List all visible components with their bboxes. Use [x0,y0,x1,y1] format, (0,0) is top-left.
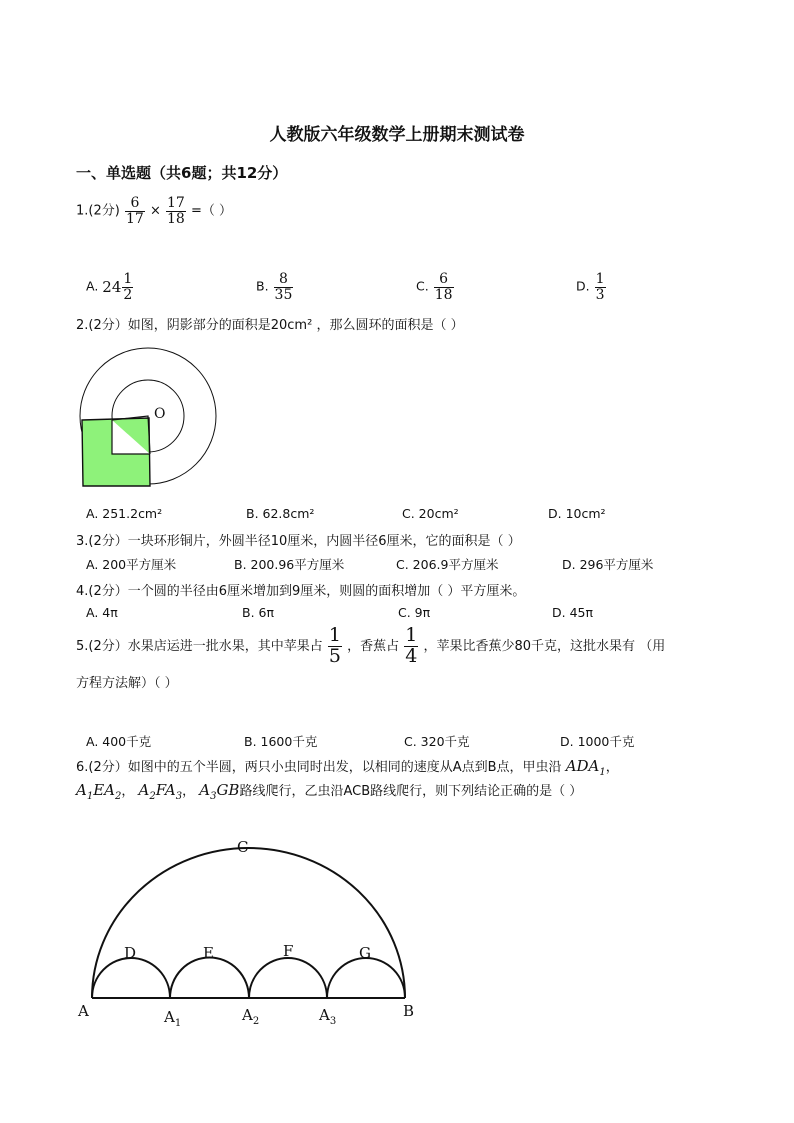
label-c: C [237,838,249,856]
option-fraction: $\frac{6}{18}$ [434,271,453,303]
q2-option-c[interactable]: C. 20cm² [402,506,459,521]
small-semicircle-d [92,958,170,998]
q4-option-b[interactable]: B. 6π [242,605,275,620]
label-a1: $A_1$ [164,1008,182,1029]
question-4: 4.(2分）一个圆的半径由6厘米增加到9厘米，则圆的面积增加（ ）平方厘米。 [76,584,526,599]
label-g: G [359,944,371,962]
question-2: 2.(2分）如图，阴影部分的面积是20cm² ，那么圆环的面积是（ ） [76,318,464,333]
q6-comma: ， [121,784,135,799]
q6-path-a2fa3: $A_2FA_3$ [138,781,183,802]
q1-prefix: 1.( [76,203,94,219]
q5-option-b[interactable]: B. 1600千克 [244,734,318,749]
question-5 [76,626,665,667]
option-label: A. [86,278,99,294]
q5-option-d[interactable]: D. 1000千克 [560,734,635,749]
q1-option-c[interactable] [416,272,455,302]
q3-option-c[interactable]: C. 206.9平方厘米 [396,557,499,572]
small-semicircle-f [249,958,327,998]
mixed-integer: 24 [102,278,122,297]
large-semicircle [92,848,405,998]
q5-option-a[interactable]: A. 400千克 [86,734,152,749]
q1-fraction-b: $\frac{17}{18}$ [167,195,185,227]
q2-option-d[interactable]: D. 10cm² [548,506,606,521]
q1-close: ) [114,203,120,219]
q6-semicircles-figure [60,830,440,1030]
q3-option-d[interactable]: D. 296平方厘米 [562,557,654,572]
q5-option-c[interactable]: C. 320千克 [404,734,470,749]
q2-option-b[interactable]: B. 62.8cm² [246,506,315,521]
q6-path-a3gb: $A_3GB$ [199,781,240,802]
question-3: 3.(2分）一块环形铜片，外圆半径10厘米，内圆半径6厘米，它的面积是（ ） [76,534,521,549]
q5-line-2: 方程方法解）（ ） [76,676,178,691]
question-6 [76,756,619,778]
small-semicircle-g [327,958,405,998]
option-fraction: $\frac{1}{3}$ [595,271,605,303]
question-1 [76,196,232,226]
option-fraction: $\frac{1}{2}$ [123,271,133,303]
q3-option-b[interactable]: B. 200.96平方厘米 [234,557,345,572]
q1-option-b[interactable] [256,272,294,302]
q6-line-2 [76,780,582,802]
q6-comma: ， [182,784,196,799]
q6-line1-text: 6.(2分）如图中的五个半圆，两只小虫同时出发，以相同的速度从A点到B点，甲虫沿 [76,760,562,775]
label-f: F [283,942,294,960]
label-a3: $A_3$ [319,1006,337,1027]
q6-path-a1ea2: $A_1EA_2$ [76,781,122,802]
label-e: E [203,944,214,962]
label-d: D [124,944,137,962]
q4-option-d[interactable]: D. 45π [552,605,594,620]
q4-option-c[interactable]: C. 9π [398,605,431,620]
q1-option-a[interactable] [86,272,134,302]
q1-option-d[interactable] [576,272,607,302]
page-title: 人教版六年级数学上册期末测试卷 [269,125,525,145]
option-label: B. [256,278,269,294]
q5-fraction-apple: $\frac{1}{5}$ [328,624,341,667]
q1-tail: =（ ） [190,203,232,219]
small-semicircle-e [170,958,249,998]
label-a: A [78,1002,89,1020]
q4-option-a[interactable]: A. 4π [86,605,118,620]
option-label: C. [416,278,429,294]
q3-option-a[interactable]: A. 200平方厘米 [86,557,177,572]
q1-score: 2分 [93,203,115,219]
q5-fraction-banana: $\frac{1}{4}$ [405,624,418,667]
option-label: D. [576,278,590,294]
q2-ring-figure [76,346,220,490]
q2-option-a[interactable]: A. 251.2cm² [86,506,163,521]
q5-text-a: 5.(2分）水果店运进一批水果，其中苹果占 [76,638,323,654]
center-label-o: O [154,406,166,422]
q5-text-b: ，香蕉占 [347,638,400,654]
label-b: B [403,1002,415,1020]
q1-fraction-a: $\frac{6}{17}$ [125,195,144,227]
section-header: 一、单选题（共6题；共12分） [76,164,288,182]
q6-line2-tail: 路线爬行，乙虫沿ACB路线爬行，则下列结论正确的是（ ） [239,784,583,799]
q6-path-ada1: $ADA_1$ [565,757,606,778]
q6-comma: ， [605,760,619,775]
q1-times: × [149,203,161,219]
option-fraction: $\frac{8}{35}$ [274,271,293,303]
q5-text-c: ，苹果比香蕉少80千克，这批水果有 （用 [423,638,666,654]
label-a2: $A_2$ [242,1006,260,1027]
